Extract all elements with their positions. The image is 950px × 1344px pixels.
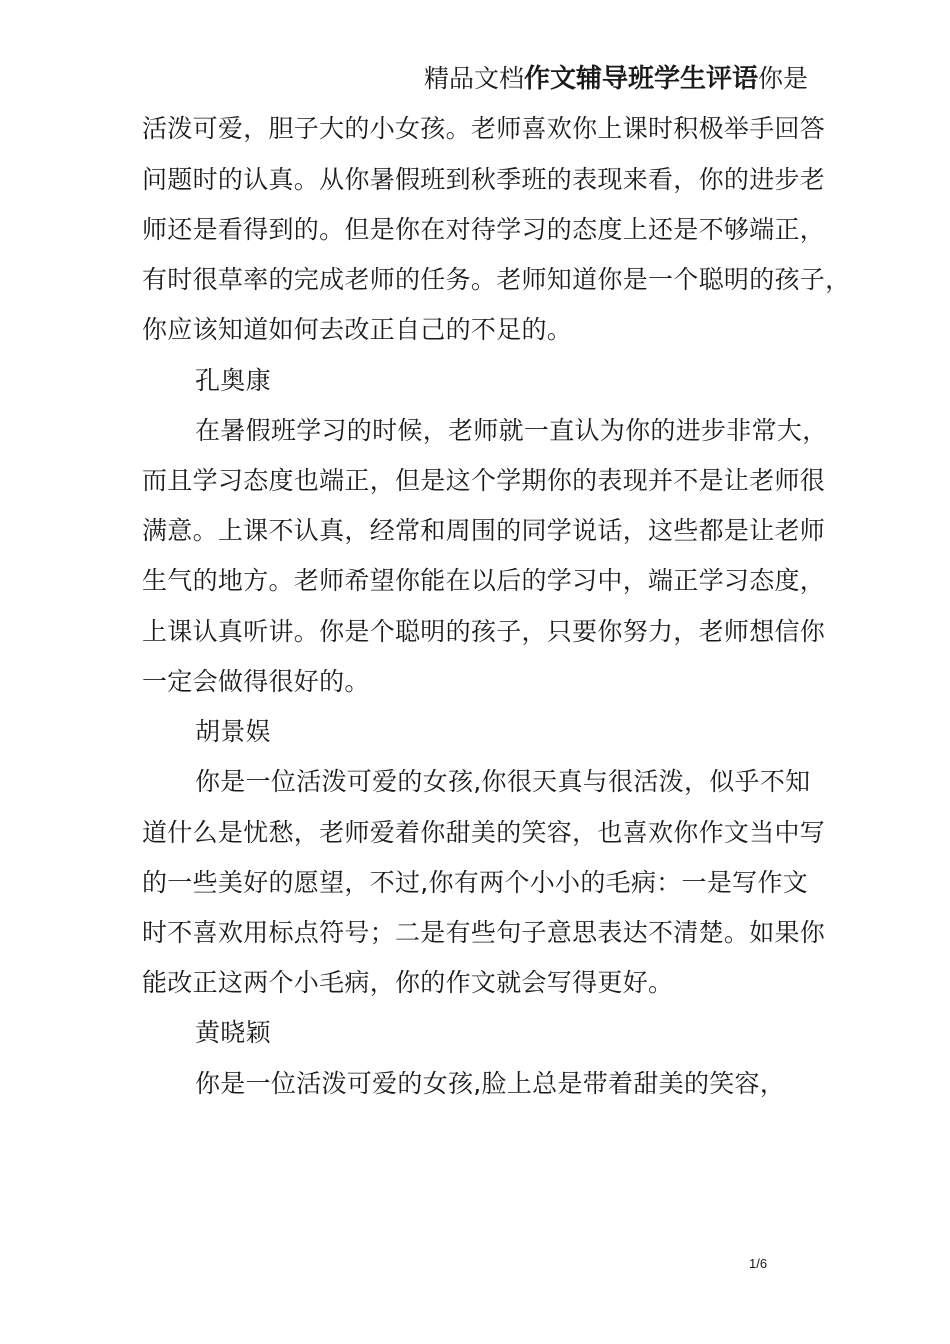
paragraph-line: 生气的地方。老师希望你能在以后的学习中，端正学习态度， — [142, 566, 826, 595]
student-name: 黄晓颖 — [195, 1018, 271, 1047]
paragraph-line: 你是一位活泼可爱的女孩,脸上总是带着甜美的笑容， — [195, 1069, 786, 1098]
paragraph-line: 在暑假班学习的时候，老师就一直认为你的进步非常大， — [195, 416, 828, 445]
paragraph-line: 问题时的认真。从你暑假班到秋季班的表现来看，你的进步老 — [142, 165, 826, 194]
paragraph-line: 时不喜欢用标点符号；二是有些句子意思表达不清楚。如果你 — [142, 918, 826, 947]
document-title: 作文辅导班学生评语 — [524, 64, 759, 94]
paragraph-line: 活泼可爱，胆子大的小女孩。老师喜欢你上课时积极举手回答 — [142, 114, 826, 143]
page-number: 1/6 — [749, 1256, 768, 1271]
paragraph-line: 的一些美好的愿望，不过,你有两个小小的毛病：一是写作文 — [142, 868, 809, 897]
header-suffix: 你是 — [758, 64, 809, 93]
student-name: 胡景娱 — [195, 717, 271, 746]
header-prefix: 精品文档 — [424, 64, 525, 93]
paragraph-line: 师还是看得到的。但是你在对待学习的态度上还是不够端正， — [142, 215, 826, 244]
paragraph-line: 一定会做得很好的。 — [142, 667, 370, 696]
paragraph-line: 能改正这两个小毛病，你的作文就会写得更好。 — [142, 968, 674, 997]
paragraph-line: 你应该知道如何去改正自己的不足的。 — [142, 315, 573, 344]
paragraph-line: 有时很草率的完成老师的任务。老师知道你是一个聪明的孩子， — [142, 265, 851, 294]
paragraph-line: 道什么是忧愁，老师爱着你甜美的笑容，也喜欢你作文当中写 — [142, 818, 826, 847]
paragraph-line: 满意。上课不认真，经常和周围的同学说话，这些都是让老师 — [142, 516, 826, 545]
header-line — [424, 62, 808, 96]
student-name: 孔奥康 — [195, 366, 271, 395]
paragraph-line: 而且学习态度也端正，但是这个学期你的表现并不是让老师很 — [142, 466, 826, 495]
paragraph-line: 上课认真听讲。你是个聪明的孩子，只要你努力，老师想信你 — [142, 617, 826, 646]
paragraph-line: 你是一位活泼可爱的女孩,你很天真与很活泼，似乎不知 — [195, 767, 811, 796]
